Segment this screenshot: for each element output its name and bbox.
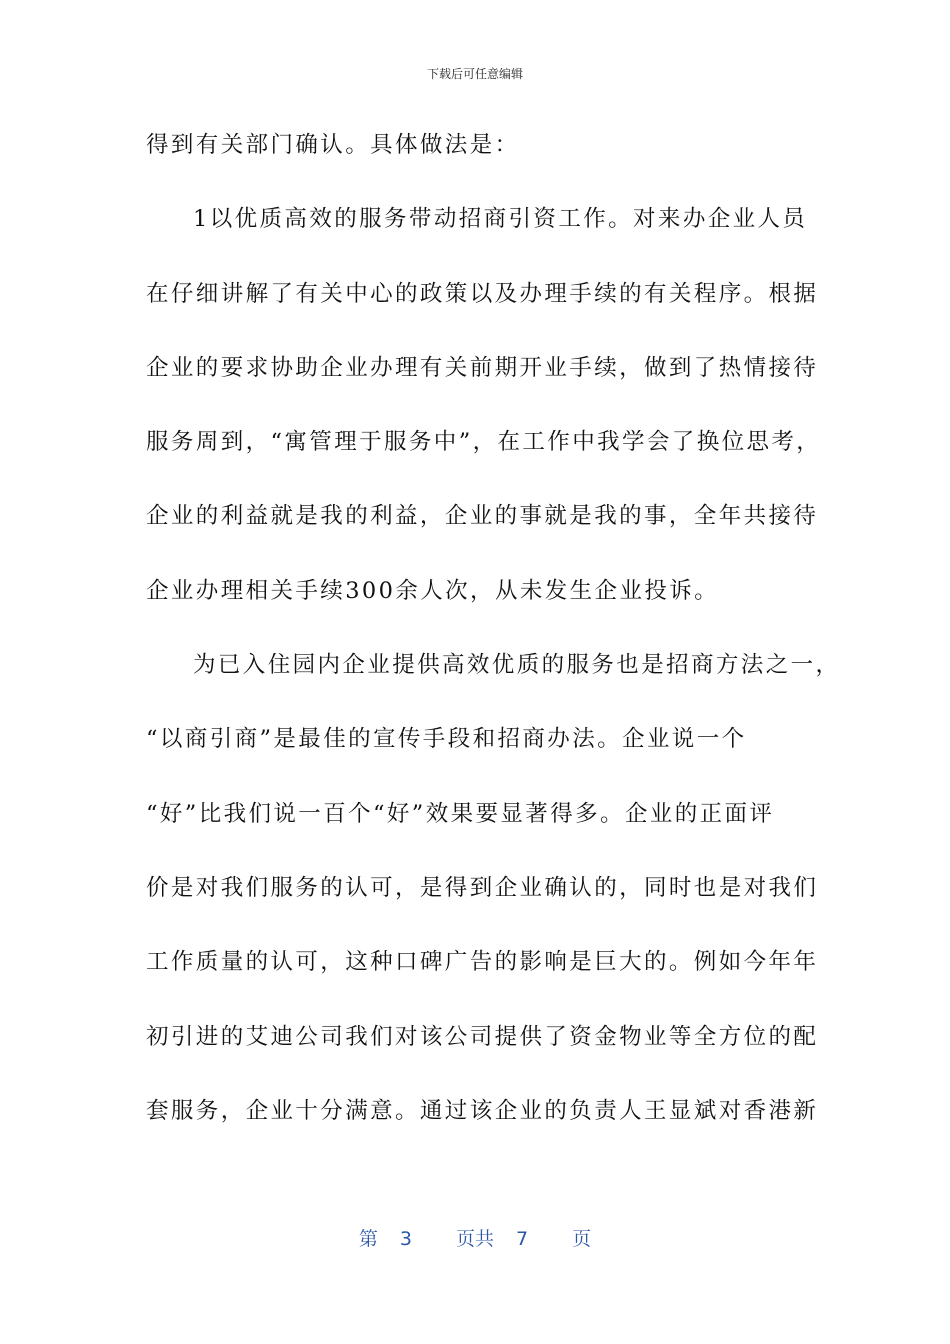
paragraph-line: 为已入住园内企业提供高效优质的服务也是招商方法之一， (193, 652, 841, 679)
footer-total-pages: 7 (516, 1228, 529, 1250)
footer-suffix: 页 (572, 1228, 592, 1250)
document-body (146, 122, 841, 1162)
footer-current-page: 3 (399, 1228, 412, 1250)
page-header: 下载后可任意编辑 (426, 67, 523, 81)
paragraph-line: 套服务，企业十分满意。通过该企业的负责人王显斌对香港新 (146, 1097, 819, 1124)
page-footer (0, 1226, 950, 1252)
paragraph-line: 价是对我们服务的认可，是得到企业确认的，同时也是对我们 (146, 874, 819, 901)
paragraph-line: 企业的要求协助企业办理有关前期开业手续，做到了热情接待 (146, 354, 819, 381)
paragraph-line: 初引进的艾迪公司我们对该公司提供了资金物业等全方位的配 (146, 1023, 819, 1050)
paragraph-line: 在仔细讲解了有关中心的政策以及办理手续的有关程序。根据 (146, 280, 819, 307)
paragraph-line: 工作质量的认可，这种口碑广告的影响是巨大的。例如今年年 (146, 949, 819, 976)
paragraph-line: 1以优质高效的服务带动招商引资工作。对来办企业人员 (193, 206, 808, 233)
paragraph-line: “以商引商”是最佳的宣传手段和招商办法。企业说一个 (146, 726, 747, 753)
paragraph-line: 得到有关部门确认。具体做法是： (146, 132, 520, 158)
paragraph-line: 企业办理相关手续300余人次，从未发生企业投诉。 (146, 577, 720, 604)
footer-prefix: 第 (358, 1228, 378, 1250)
footer-middle: 页共 (455, 1228, 494, 1250)
paragraph-line: “好”比我们说一百个“好”效果要显著得多。企业的正面评 (146, 800, 775, 827)
paragraph-line: 企业的利益就是我的利益，企业的事就是我的事，全年共接待 (146, 503, 819, 530)
paragraph-line: 服务周到，“寓管理于服务中”，在工作中我学会了换位思考， (146, 429, 822, 456)
